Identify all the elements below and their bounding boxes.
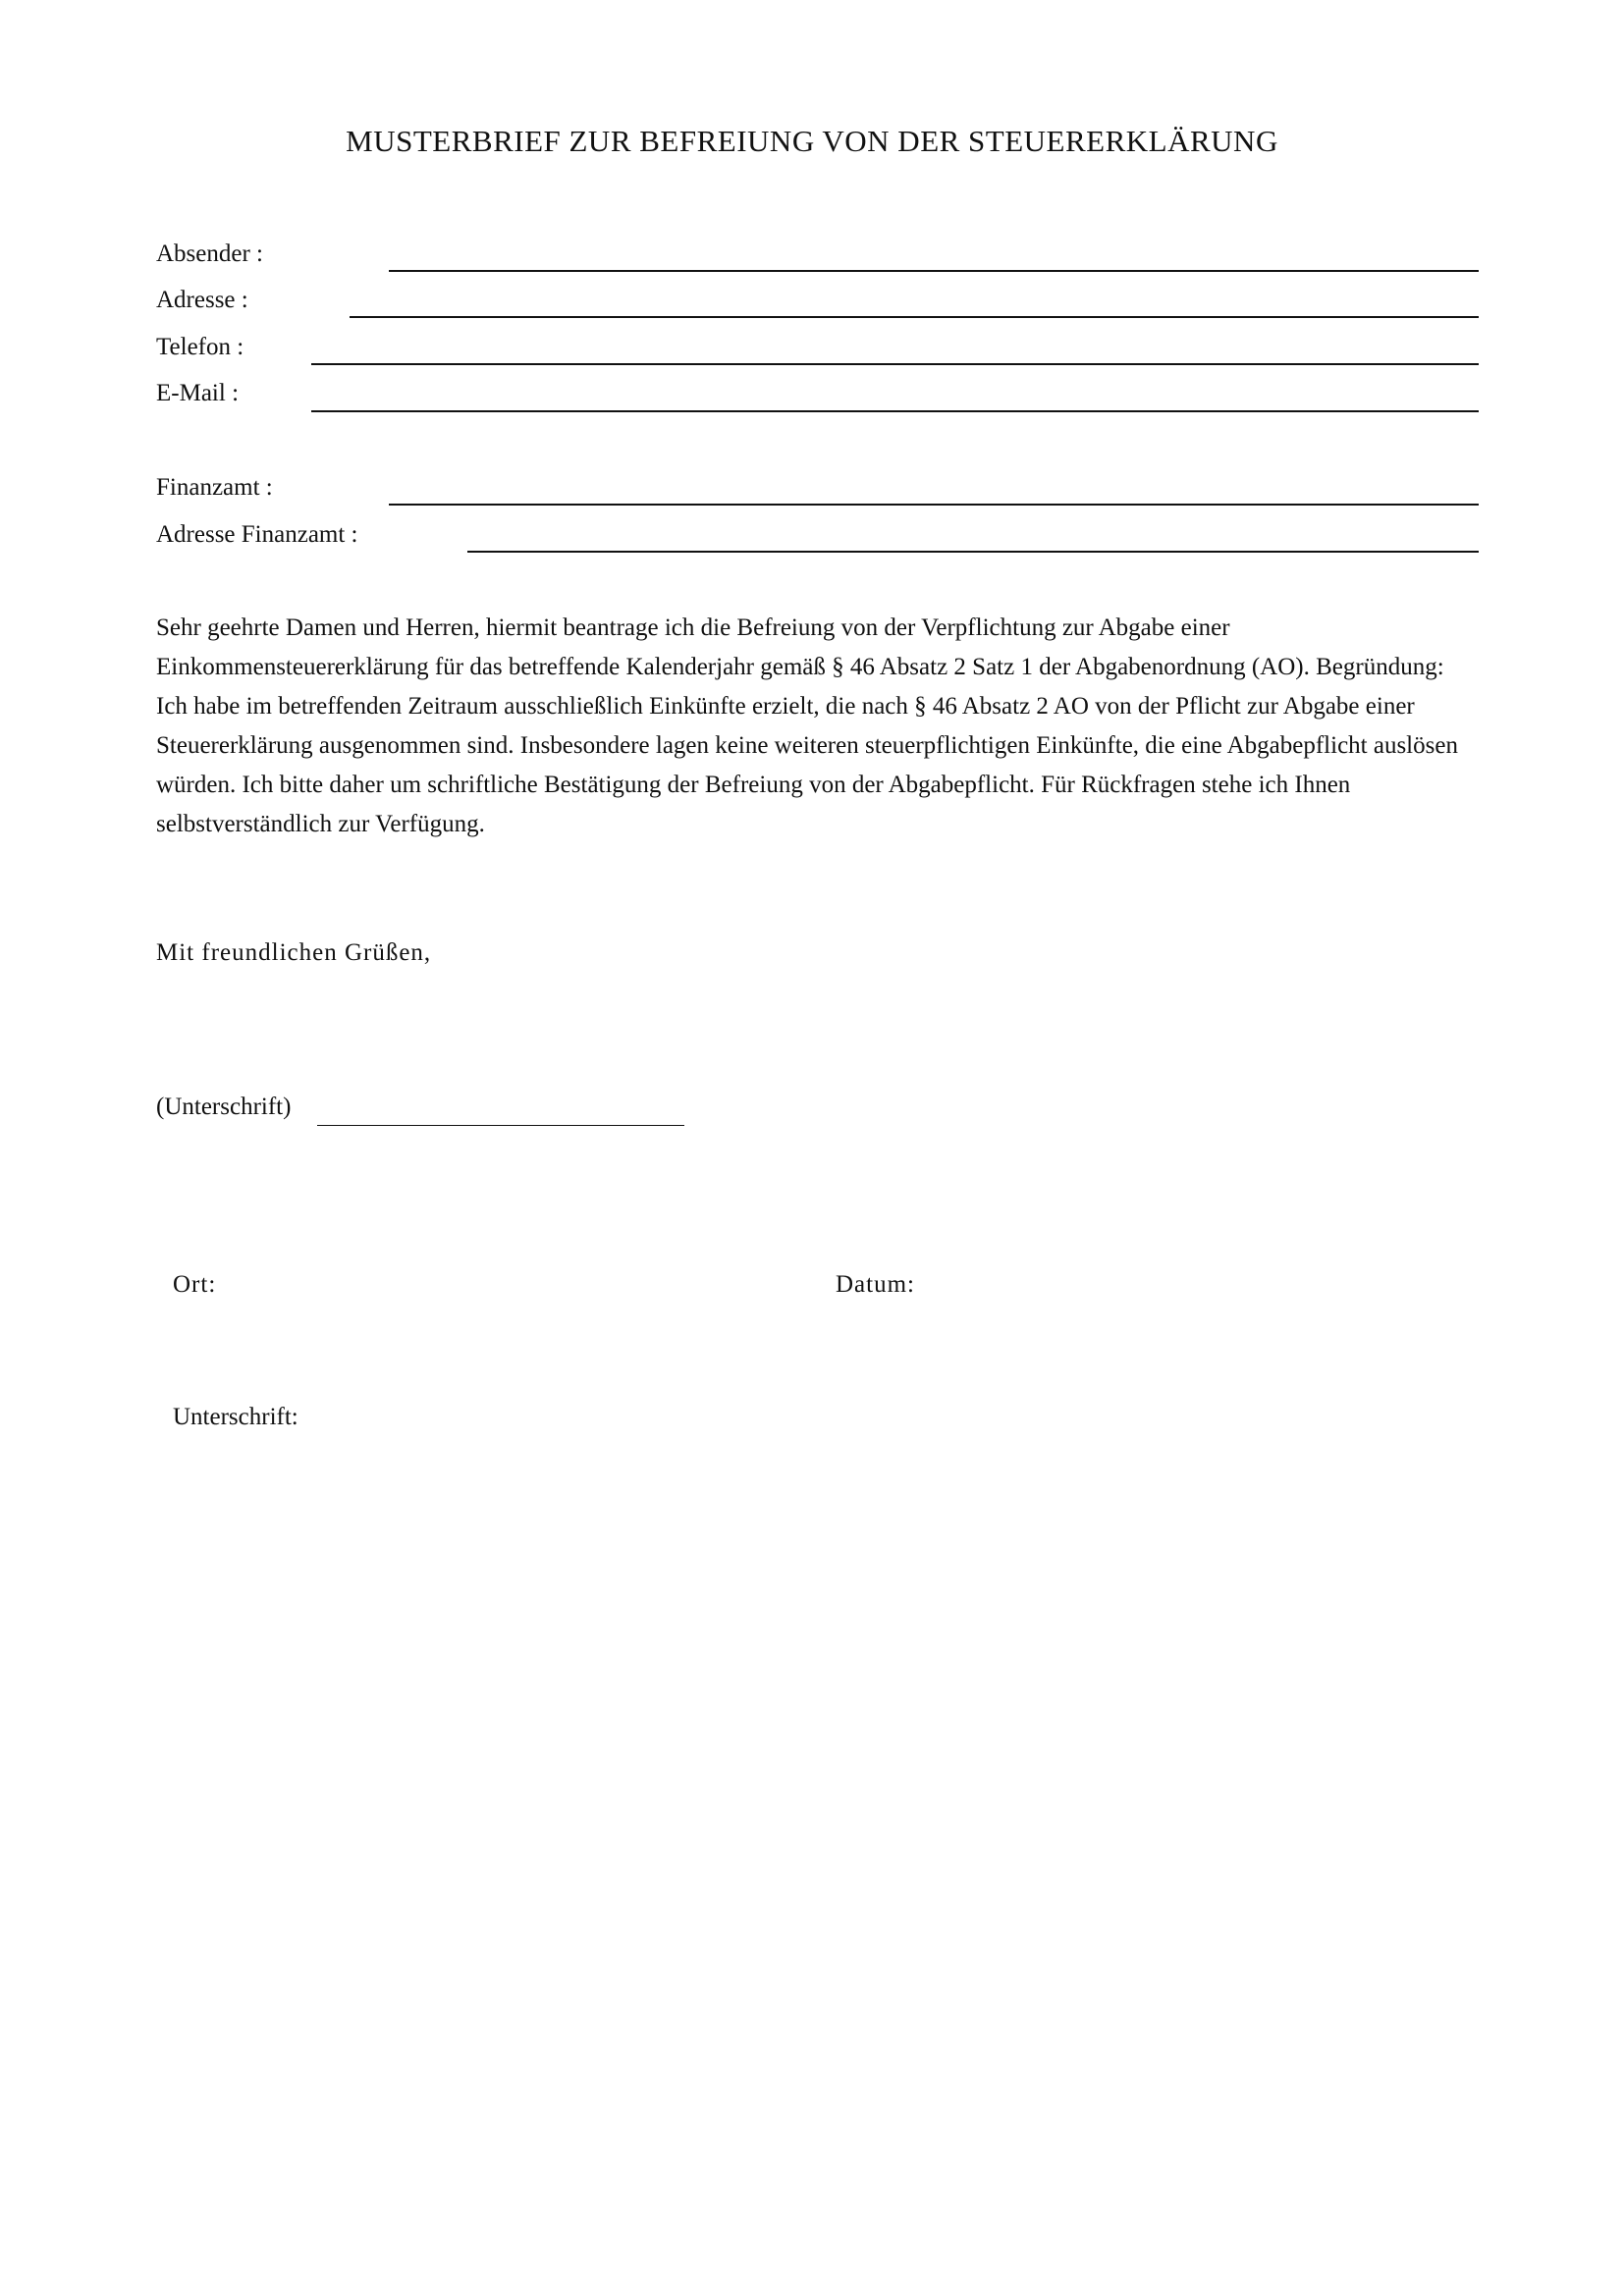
finanzamt-field-line[interactable] — [389, 504, 1479, 506]
telefon-label: Telefon : — [156, 334, 244, 360]
absender-field-line[interactable] — [389, 270, 1479, 272]
finanzamt-label: Finanzamt : — [156, 474, 273, 501]
adresse-finanzamt-field-line[interactable] — [467, 551, 1479, 553]
telefon-field-line[interactable] — [311, 363, 1479, 365]
adresse-field-line[interactable] — [350, 316, 1479, 318]
absender-label: Absender : — [156, 240, 263, 267]
letter-body: Sehr geehrte Damen und Herren, hiermit beantrage ich die Befreiung von der Verpflichtung zur Abgabe einer Einkommensteuererklärung für das betreffende Kalenderjahr gemäß § 46 Absatz 2 Satz 1 der Abgabenordnung (AO). Begründung: Ich habe im betreffenden Zeitraum ausschließlich Einkünfte erzielt, die nach § 46 Absatz 2 AO von der Pflicht zur Abgabe einer Steuererklärung ausgenommen sind. Insbesondere lagen keine weiteren steuerpflichtigen Einkünfte, die eine Abgabepflicht auslösen würden. Ich bitte daher um schriftliche Bestätigung der Befreiung von der Abgabepflicht. Für Rückfragen stehe ich Ihnen selbstverständlich zur Verfügung. — [156, 614, 1458, 837]
document-title: MUSTERBRIEF ZUR BEFREIUNG VON DER STEUERERKLÄRUNG — [346, 124, 1278, 158]
email-label: E-Mail : — [156, 380, 240, 406]
closing-greeting: Mit freundlichen Grüßen, — [156, 939, 432, 966]
email-field-line[interactable] — [311, 410, 1479, 412]
unterschrift-label: Unterschrift: — [173, 1404, 298, 1430]
datum-label: Datum: — [836, 1271, 915, 1298]
signature-label: (Unterschrift) — [156, 1094, 292, 1120]
signature-line[interactable] — [317, 1125, 684, 1126]
ort-label: Ort: — [173, 1271, 217, 1298]
adresse-finanzamt-label: Adresse Finanzamt : — [156, 521, 358, 548]
adresse-label: Adresse : — [156, 287, 248, 313]
